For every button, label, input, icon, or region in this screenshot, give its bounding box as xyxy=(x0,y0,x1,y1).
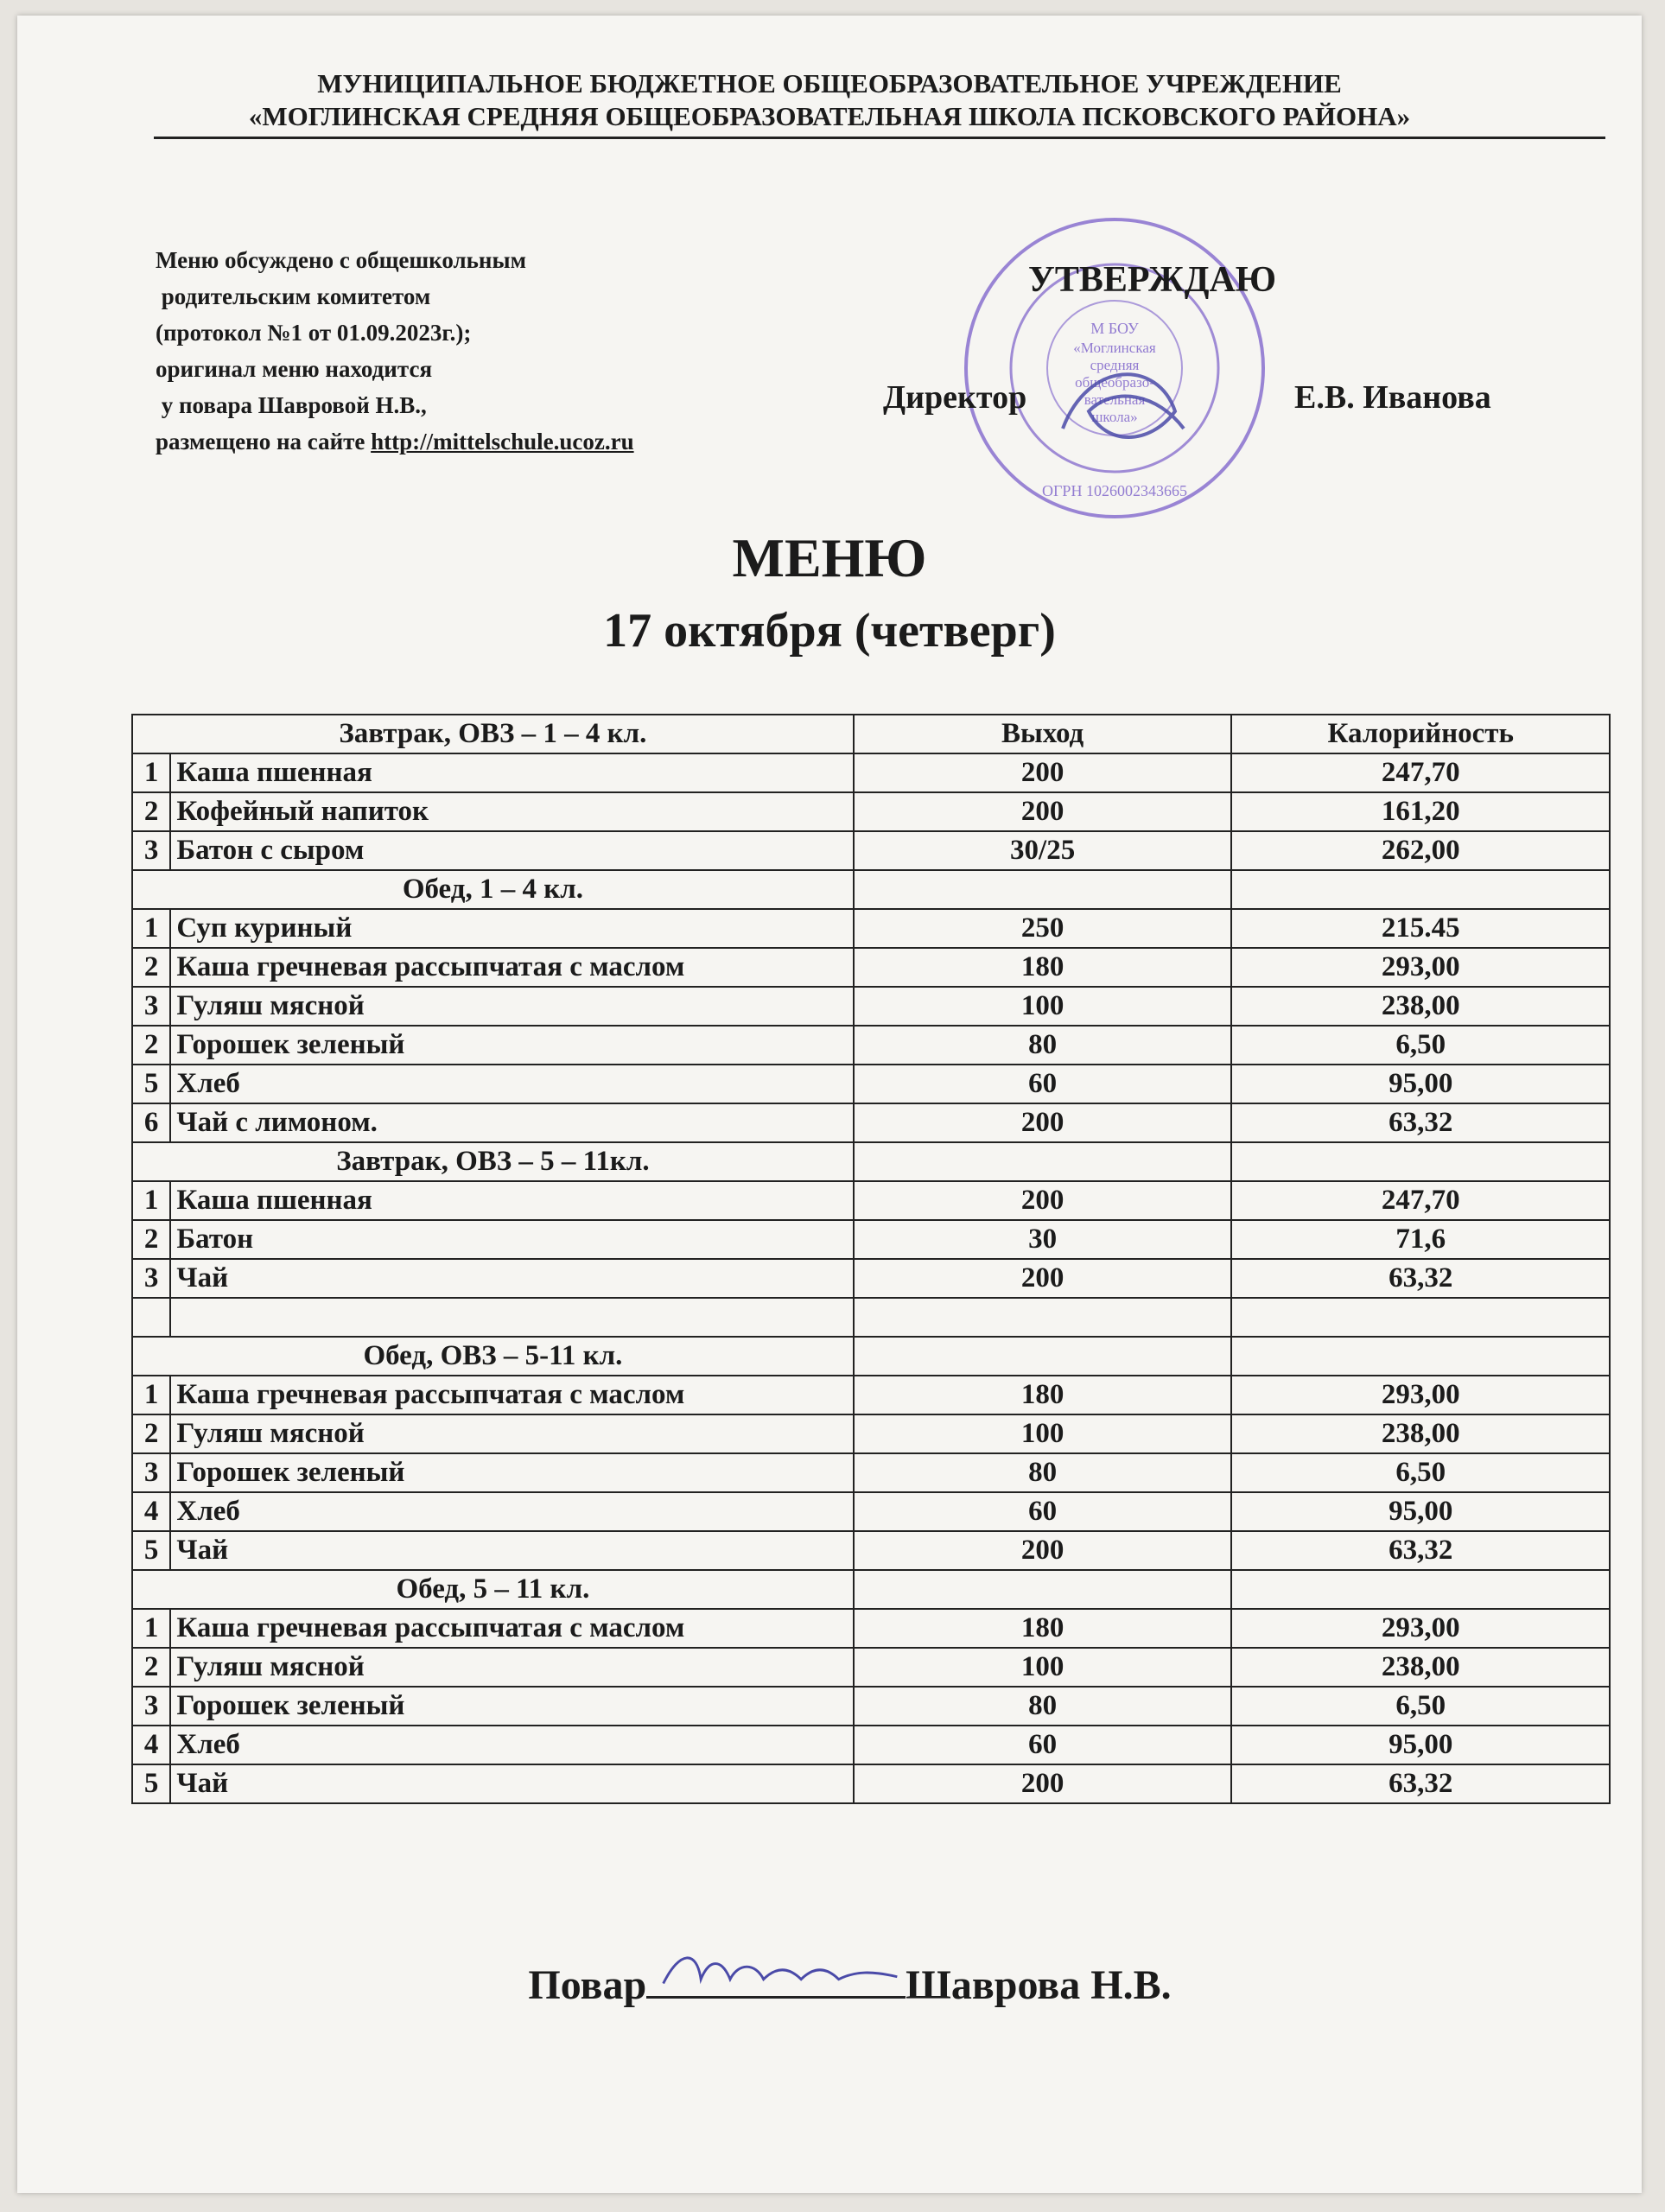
dish-name: Чай xyxy=(170,1764,853,1803)
dish-calories: 63,32 xyxy=(1231,1764,1610,1803)
item-number xyxy=(132,1298,170,1337)
table-row xyxy=(132,1259,1610,1298)
item-number: 1 xyxy=(132,1376,170,1414)
table-row xyxy=(132,1648,1610,1687)
item-number: 2 xyxy=(132,1220,170,1259)
dish-name: Чай с лимоном. xyxy=(170,1103,853,1142)
dish-name: Батон xyxy=(170,1220,853,1259)
item-number: 2 xyxy=(132,792,170,831)
stamp-text: средняя xyxy=(1090,357,1140,373)
empty-cell xyxy=(1231,1142,1610,1181)
dish-calories: 95,00 xyxy=(1231,1726,1610,1764)
column-header-output: Выход xyxy=(854,715,1232,753)
dish-calories: 238,00 xyxy=(1231,1414,1610,1453)
dish-output: 250 xyxy=(854,909,1232,948)
dish-output: 100 xyxy=(854,987,1232,1026)
section-row xyxy=(132,1142,1610,1181)
dish-output: 80 xyxy=(854,1026,1232,1065)
item-number: 1 xyxy=(132,1181,170,1220)
menu-date: 17 октября (четверг) xyxy=(603,604,1056,658)
dish-output: 180 xyxy=(854,1376,1232,1414)
cook-name: Шаврова Н.В. xyxy=(906,1962,1172,2008)
dish-output: 60 xyxy=(854,1065,1232,1103)
item-number: 5 xyxy=(132,1764,170,1803)
dish-output: 200 xyxy=(854,1259,1232,1298)
approval-note xyxy=(156,242,634,460)
dish-calories: 238,00 xyxy=(1231,1648,1610,1687)
table-row xyxy=(132,1414,1610,1453)
dish-calories: 95,00 xyxy=(1231,1065,1610,1103)
item-number: 3 xyxy=(132,1259,170,1298)
table-row xyxy=(132,1726,1610,1764)
item-number: 2 xyxy=(132,1648,170,1687)
dish-calories: 71,6 xyxy=(1231,1220,1610,1259)
dish-calories: 6,50 xyxy=(1231,1687,1610,1726)
item-number: 5 xyxy=(132,1065,170,1103)
dish-name: Каша пшенная xyxy=(170,753,853,792)
table-row xyxy=(132,1220,1610,1259)
dish-name: Каша гречневая рассыпчатая с маслом xyxy=(170,1609,853,1648)
dish-output: 80 xyxy=(854,1453,1232,1492)
table-row xyxy=(132,1103,1610,1142)
column-header-calories: Калорийность xyxy=(1231,715,1610,753)
empty-cell xyxy=(854,1570,1232,1609)
table-row xyxy=(132,948,1610,987)
dish-calories: 6,50 xyxy=(1231,1026,1610,1065)
header-rule xyxy=(154,137,1605,139)
director-name: Е.В. Иванова xyxy=(1294,379,1491,416)
dish-calories xyxy=(1231,1298,1610,1337)
dish-output: 200 xyxy=(854,753,1232,792)
dish-calories: 293,00 xyxy=(1231,948,1610,987)
item-number: 5 xyxy=(132,1531,170,1570)
dish-name: Горошек зеленый xyxy=(170,1687,853,1726)
table-row xyxy=(132,1453,1610,1492)
table-row xyxy=(132,1687,1610,1726)
item-number: 1 xyxy=(132,753,170,792)
table-row xyxy=(132,1492,1610,1531)
section-row xyxy=(132,870,1610,909)
header-line-2: «МОГЛИНСКАЯ СРЕДНЯЯ ОБЩЕОБРАЗОВАТЕЛЬНАЯ ШКОЛА ПСКОВСКОГО РАЙОНА» xyxy=(248,101,1411,131)
empty-cell xyxy=(1231,1570,1610,1609)
dish-output: 60 xyxy=(854,1726,1232,1764)
dish-name: Гуляш мясной xyxy=(170,1648,853,1687)
item-number: 3 xyxy=(132,1687,170,1726)
dish-calories: 215.45 xyxy=(1231,909,1610,948)
table-row xyxy=(132,831,1610,870)
table-row xyxy=(132,1298,1610,1337)
cook-signature-line xyxy=(17,1958,1665,2009)
dish-name: Каша пшенная xyxy=(170,1181,853,1220)
dish-calories: 63,32 xyxy=(1231,1531,1610,1570)
dish-name: Кофейный напиток xyxy=(170,792,853,831)
dish-output: 100 xyxy=(854,1414,1232,1453)
table-row xyxy=(132,1065,1610,1103)
header-line-1: МУНИЦИПАЛЬНОЕ БЮДЖЕТНОЕ ОБЩЕОБРАЗОВАТЕЛЬНОЕ УЧРЕЖДЕНИЕ xyxy=(317,68,1342,99)
item-number: 3 xyxy=(132,831,170,870)
table-row xyxy=(132,1764,1610,1803)
dish-calories: 238,00 xyxy=(1231,987,1610,1026)
table-row xyxy=(132,1609,1610,1648)
site-link[interactable]: http://mittelschule.ucoz.ru xyxy=(371,429,634,454)
empty-cell xyxy=(854,1142,1232,1181)
table-row xyxy=(132,909,1610,948)
signature-line xyxy=(646,1958,906,1999)
dish-output: 200 xyxy=(854,1764,1232,1803)
stamp-text: «Моглинская xyxy=(1073,340,1156,356)
dish-output: 200 xyxy=(854,1103,1232,1142)
dish-calories: 247,70 xyxy=(1231,753,1610,792)
dish-name xyxy=(170,1298,853,1337)
stamp-text: школа» xyxy=(1091,409,1138,425)
section-row xyxy=(132,1570,1610,1609)
school-header xyxy=(17,67,1642,133)
note-line: (протокол №1 от 01.09.2023г.); xyxy=(156,320,472,346)
dish-name: Суп куриный xyxy=(170,909,853,948)
dish-name: Батон с сыром xyxy=(170,831,853,870)
dish-name: Хлеб xyxy=(170,1726,853,1764)
dish-calories: 293,00 xyxy=(1231,1376,1610,1414)
menu-table-body xyxy=(132,753,1610,1803)
dish-name: Горошек зеленый xyxy=(170,1453,853,1492)
dish-name: Хлеб xyxy=(170,1065,853,1103)
note-site-prefix: размещено на сайте xyxy=(156,429,372,454)
dish-output: 180 xyxy=(854,1609,1232,1648)
dish-output: 200 xyxy=(854,792,1232,831)
document-sheet xyxy=(17,16,1642,2193)
dish-output: 200 xyxy=(854,1181,1232,1220)
dish-output: 100 xyxy=(854,1648,1232,1687)
dish-calories: 247,70 xyxy=(1231,1181,1610,1220)
stamp-text: вательная xyxy=(1084,391,1146,408)
dish-name: Каша гречневая рассыпчатая с маслом xyxy=(170,1376,853,1414)
dish-output: 30/25 xyxy=(854,831,1232,870)
dish-output: 60 xyxy=(854,1492,1232,1531)
section-row xyxy=(132,1337,1610,1376)
menu-table xyxy=(131,714,1611,1804)
note-site-line xyxy=(156,423,634,460)
item-number: 6 xyxy=(132,1103,170,1142)
dish-calories: 6,50 xyxy=(1231,1453,1610,1492)
dish-calories: 161,20 xyxy=(1231,792,1610,831)
table-row xyxy=(132,1531,1610,1570)
item-number: 1 xyxy=(132,909,170,948)
table-row xyxy=(132,987,1610,1026)
cook-label: Повар xyxy=(528,1962,647,2008)
dish-name: Хлеб xyxy=(170,1492,853,1531)
dish-name: Чай xyxy=(170,1531,853,1570)
column-header-meal: Завтрак, ОВЗ – 1 – 4 кл. xyxy=(132,715,854,753)
table-row xyxy=(132,753,1610,792)
page-title: МЕНЮ xyxy=(732,527,927,588)
item-number: 2 xyxy=(132,1026,170,1065)
dish-calories: 262,00 xyxy=(1231,831,1610,870)
table-row xyxy=(132,1376,1610,1414)
stamp-ogrn: ОГРН 1026002343665 xyxy=(1042,482,1187,499)
note-line: у повара Шавровой Н.В., xyxy=(156,392,427,418)
dish-output: 180 xyxy=(854,948,1232,987)
item-number: 4 xyxy=(132,1492,170,1531)
table-row xyxy=(132,1181,1610,1220)
note-line: родительским комитетом xyxy=(156,283,431,309)
item-number: 2 xyxy=(132,1414,170,1453)
section-title: Обед, ОВЗ – 5-11 кл. xyxy=(132,1337,854,1376)
item-number: 3 xyxy=(132,1453,170,1492)
dish-calories: 95,00 xyxy=(1231,1492,1610,1531)
dish-calories: 63,32 xyxy=(1231,1103,1610,1142)
table-header-row xyxy=(132,715,1610,753)
dish-name: Гуляш мясной xyxy=(170,987,853,1026)
dish-calories: 63,32 xyxy=(1231,1259,1610,1298)
section-title: Обед, 1 – 4 кл. xyxy=(132,870,854,909)
director-label: Директор xyxy=(883,379,1027,416)
table-row xyxy=(132,1026,1610,1065)
item-number: 2 xyxy=(132,948,170,987)
dish-output: 80 xyxy=(854,1687,1232,1726)
dish-output: 200 xyxy=(854,1531,1232,1570)
note-line: Меню обсуждено с общешкольным xyxy=(156,247,526,273)
cook-signature xyxy=(655,1941,906,2001)
empty-cell xyxy=(1231,870,1610,909)
stamp-text: общеобразо- xyxy=(1075,374,1154,391)
empty-cell xyxy=(854,1337,1232,1376)
item-number: 4 xyxy=(132,1726,170,1764)
empty-cell xyxy=(1231,1337,1610,1376)
approve-label: УТВЕРЖДАЮ xyxy=(1028,260,1277,300)
empty-cell xyxy=(854,870,1232,909)
dish-name: Каша гречневая рассыпчатая с маслом xyxy=(170,948,853,987)
section-title: Обед, 5 – 11 кл. xyxy=(132,1570,854,1609)
dish-output: 30 xyxy=(854,1220,1232,1259)
note-line: оригинал меню находится xyxy=(156,356,433,382)
item-number: 1 xyxy=(132,1609,170,1648)
stamp-text: М БОУ xyxy=(1090,320,1139,337)
dish-name: Гуляш мясной xyxy=(170,1414,853,1453)
dish-output xyxy=(854,1298,1232,1337)
table-row xyxy=(132,792,1610,831)
dish-name: Чай xyxy=(170,1259,853,1298)
dish-name: Горошек зеленый xyxy=(170,1026,853,1065)
item-number: 3 xyxy=(132,987,170,1026)
section-title: Завтрак, ОВЗ – 5 – 11кл. xyxy=(132,1142,854,1181)
dish-calories: 293,00 xyxy=(1231,1609,1610,1648)
